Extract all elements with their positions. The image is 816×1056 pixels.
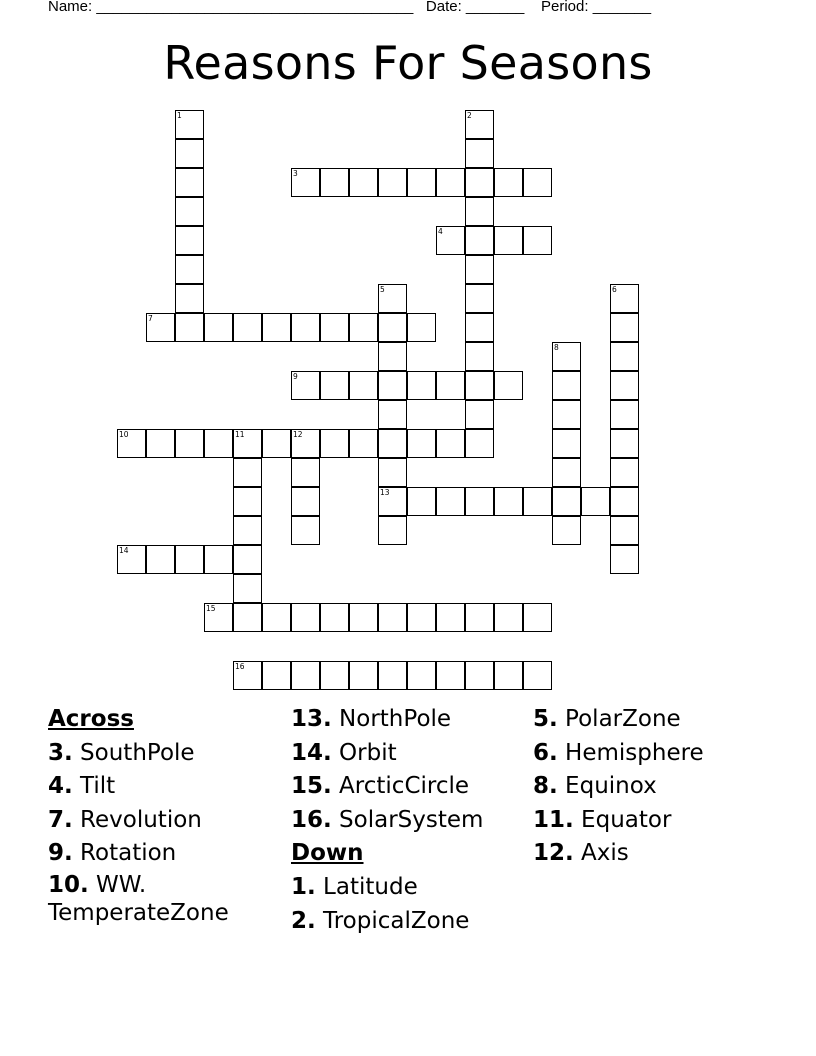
crossword-cell[interactable] [523, 226, 552, 255]
crossword-cell[interactable] [494, 168, 523, 197]
crossword-cell[interactable] [320, 661, 349, 690]
crossword-cell[interactable] [523, 603, 552, 632]
down-heading: Down [291, 840, 364, 867]
crossword-cell[interactable] [494, 371, 523, 400]
crossword-cell[interactable] [233, 313, 262, 342]
crossword-cell[interactable] [378, 458, 407, 487]
clue-number: 15. [291, 773, 332, 800]
crossword-cell[interactable] [465, 313, 494, 342]
clue-number: 3. [48, 739, 73, 766]
cell-number: 5 [380, 285, 385, 294]
across-heading: Across [48, 706, 134, 732]
crossword-cell[interactable] [610, 342, 639, 371]
crossword-cell[interactable] [349, 313, 378, 342]
crossword-cell[interactable] [175, 429, 204, 458]
crossword-cell[interactable] [494, 226, 523, 255]
clue-text: Equinox [557, 773, 657, 800]
clue-number: 4. [48, 773, 73, 800]
clue-item [291, 737, 531, 771]
crossword-cell[interactable] [349, 429, 378, 458]
clue-number: 12. [533, 840, 574, 867]
cell-number: 11 [235, 430, 245, 439]
crossword-cell[interactable] [349, 168, 378, 197]
crossword-cell[interactable] [610, 313, 639, 342]
crossword-cell[interactable] [320, 371, 349, 400]
clue-item [291, 804, 531, 838]
clue-item [48, 871, 283, 932]
crossword-cell[interactable] [610, 516, 639, 545]
cell-number: 15 [206, 604, 216, 613]
crossword-cell[interactable] [378, 168, 407, 197]
clue-number: 13. [291, 706, 332, 732]
crossword-cell[interactable] [291, 313, 320, 342]
clue-item [533, 703, 803, 737]
clue-item [291, 871, 531, 905]
crossword-cell[interactable] [146, 545, 175, 574]
crossword-cell[interactable] [465, 139, 494, 168]
clue-item [48, 804, 283, 838]
crossword-cell[interactable] [465, 603, 494, 632]
clue-number: 9. [48, 840, 73, 867]
clue-number: 16. [291, 806, 332, 833]
clue-number: 14. [291, 739, 332, 766]
crossword-cell[interactable] [233, 574, 262, 603]
clue-item [533, 837, 803, 871]
clue-number: 1. [291, 873, 316, 900]
crossword-cell[interactable] [610, 545, 639, 574]
crossword-cell[interactable] [175, 313, 204, 342]
date-blank[interactable]: _______ [465, 0, 525, 15]
clues-column-3 [533, 703, 803, 871]
crossword-cell[interactable] [378, 313, 407, 342]
clue-text: Rotation [72, 840, 177, 867]
crossword-cell[interactable] [175, 226, 204, 255]
crossword-cell[interactable] [378, 342, 407, 371]
crossword-cell[interactable] [204, 313, 233, 342]
crossword-cell[interactable] [320, 603, 349, 632]
crossword-cell[interactable] [291, 661, 320, 690]
crossword-cell[interactable] [175, 197, 204, 226]
cell-number: 12 [293, 430, 303, 439]
clue-item [533, 770, 803, 804]
crossword-cell[interactable] [610, 400, 639, 429]
cell-number: 7 [148, 314, 153, 323]
crossword-cell[interactable] [320, 313, 349, 342]
crossword-cell[interactable] [465, 661, 494, 690]
clue-text: TropicalZone [315, 907, 470, 934]
clue-item [533, 804, 803, 838]
cell-number: 1 [177, 111, 182, 120]
crossword-cell[interactable] [175, 284, 204, 313]
crossword-cell[interactable] [349, 661, 378, 690]
crossword-cell[interactable] [320, 168, 349, 197]
crossword-cell[interactable] [233, 545, 262, 574]
cell-number: 16 [235, 662, 245, 671]
clue-item [291, 703, 531, 737]
crossword-cell[interactable] [552, 429, 581, 458]
crossword-cell[interactable] [465, 429, 494, 458]
clue-text: Axis [573, 840, 629, 867]
crossword-cell[interactable] [465, 226, 494, 255]
cell-number: 6 [612, 285, 617, 294]
crossword-cell[interactable] [465, 255, 494, 284]
crossword-cell[interactable] [610, 429, 639, 458]
clue-number: 7. [48, 806, 73, 833]
clues-column-1 [48, 703, 283, 932]
clue-text: Orbit [331, 739, 397, 766]
clue-number: 11. [533, 806, 574, 833]
crossword-cell[interactable] [233, 516, 262, 545]
crossword-cell[interactable] [465, 400, 494, 429]
crossword-cell[interactable] [349, 371, 378, 400]
crossword-cell[interactable] [378, 516, 407, 545]
crossword-cell[interactable] [523, 168, 552, 197]
crossword-cell[interactable] [262, 661, 291, 690]
crossword-cell[interactable] [465, 197, 494, 226]
crossword-cell[interactable] [436, 371, 465, 400]
crossword-cell[interactable] [436, 661, 465, 690]
clue-text: Hemisphere [557, 739, 704, 766]
name-blank[interactable]: ______________________________________ [96, 0, 414, 15]
clue-text: Latitude [315, 873, 418, 900]
clue-item [48, 770, 283, 804]
clue-number: 5. [533, 706, 558, 732]
crossword-cell[interactable] [204, 545, 233, 574]
crossword-cell[interactable] [407, 487, 436, 516]
clue-text: PolarZone [557, 706, 681, 732]
crossword-cell[interactable] [204, 429, 233, 458]
clue-item [48, 737, 283, 771]
crossword-cell[interactable] [146, 429, 175, 458]
crossword-cell[interactable] [175, 139, 204, 168]
crossword-cell[interactable] [523, 487, 552, 516]
crossword-cell[interactable] [378, 661, 407, 690]
crossword-cell[interactable] [465, 284, 494, 313]
crossword-cell[interactable] [552, 487, 581, 516]
crossword-cell[interactable] [407, 168, 436, 197]
period-blank[interactable]: _______ [592, 0, 652, 15]
clue-text: Equator [573, 806, 672, 833]
crossword-cell[interactable] [378, 603, 407, 632]
crossword-cell[interactable] [233, 487, 262, 516]
crossword-cell[interactable] [233, 458, 262, 487]
cell-number: 13 [380, 488, 390, 497]
crossword-cell[interactable] [291, 458, 320, 487]
cell-number: 14 [119, 546, 129, 555]
date-label: Date: [425, 0, 462, 15]
crossword-cell[interactable] [407, 603, 436, 632]
cell-number: 3 [293, 169, 298, 178]
cell-number: 10 [119, 430, 129, 439]
crossword-cell[interactable] [494, 487, 523, 516]
crossword-cell[interactable] [552, 371, 581, 400]
crossword-cell[interactable] [552, 516, 581, 545]
clue-number: 8. [533, 773, 558, 800]
clue-text: ArcticCircle [331, 773, 470, 800]
crossword-cell[interactable] [175, 255, 204, 284]
cell-number: 2 [467, 111, 472, 120]
cell-number: 8 [554, 343, 559, 352]
crossword-cell[interactable] [610, 371, 639, 400]
crossword-cell[interactable] [407, 661, 436, 690]
clue-text: WW. TemperateZone [48, 871, 229, 926]
crossword-cell[interactable] [436, 487, 465, 516]
crossword-cell[interactable] [407, 371, 436, 400]
clue-item [48, 837, 283, 871]
crossword-cell[interactable] [465, 342, 494, 371]
crossword-cell[interactable] [378, 371, 407, 400]
crossword-cell[interactable] [494, 603, 523, 632]
crossword-cell[interactable] [610, 487, 639, 516]
clue-item [291, 770, 531, 804]
clue-text: SolarSystem [331, 806, 484, 833]
crossword-cell[interactable] [407, 429, 436, 458]
clue-text: Tilt [72, 773, 116, 800]
clue-text: SouthPole [72, 739, 195, 766]
crossword-cell[interactable] [320, 429, 349, 458]
crossword-cell[interactable] [291, 603, 320, 632]
clue-number: 10. [48, 871, 89, 898]
clue-item [291, 905, 531, 939]
crossword-cell[interactable] [436, 429, 465, 458]
crossword-cell[interactable] [581, 487, 610, 516]
crossword-cell[interactable] [378, 400, 407, 429]
crossword-cell[interactable] [175, 545, 204, 574]
crossword-cell[interactable] [523, 661, 552, 690]
name-label: Name: [48, 0, 93, 15]
crossword-cell[interactable] [552, 458, 581, 487]
crossword-cell[interactable] [436, 603, 465, 632]
clues-column-2 [291, 703, 531, 938]
crossword-cell[interactable] [407, 313, 436, 342]
page-title: Reasons For Seasons [163, 36, 653, 90]
crossword-cell[interactable] [233, 603, 262, 632]
crossword-cell[interactable] [465, 168, 494, 197]
crossword-cell[interactable] [494, 661, 523, 690]
crossword-cell[interactable] [378, 429, 407, 458]
clue-number: 6. [533, 739, 558, 766]
crossword-cell[interactable] [262, 429, 291, 458]
period-label: Period: [541, 0, 589, 15]
crossword-cell[interactable] [465, 371, 494, 400]
crossword-cell[interactable] [262, 603, 291, 632]
crossword-cell[interactable] [262, 313, 291, 342]
clue-number: 2. [291, 907, 316, 934]
crossword-cell[interactable] [552, 400, 581, 429]
crossword-cell[interactable] [291, 487, 320, 516]
clue-text: NorthPole [331, 706, 452, 732]
clue-item [533, 737, 803, 771]
crossword-cell[interactable] [465, 487, 494, 516]
crossword-cell[interactable] [436, 168, 465, 197]
clue-text: Revolution [72, 806, 202, 833]
crossword-cell[interactable] [610, 458, 639, 487]
crossword-cell[interactable] [291, 516, 320, 545]
crossword-cell[interactable] [349, 603, 378, 632]
crossword-cell[interactable] [175, 168, 204, 197]
cell-number: 4 [438, 227, 443, 236]
cell-number: 9 [293, 372, 298, 381]
